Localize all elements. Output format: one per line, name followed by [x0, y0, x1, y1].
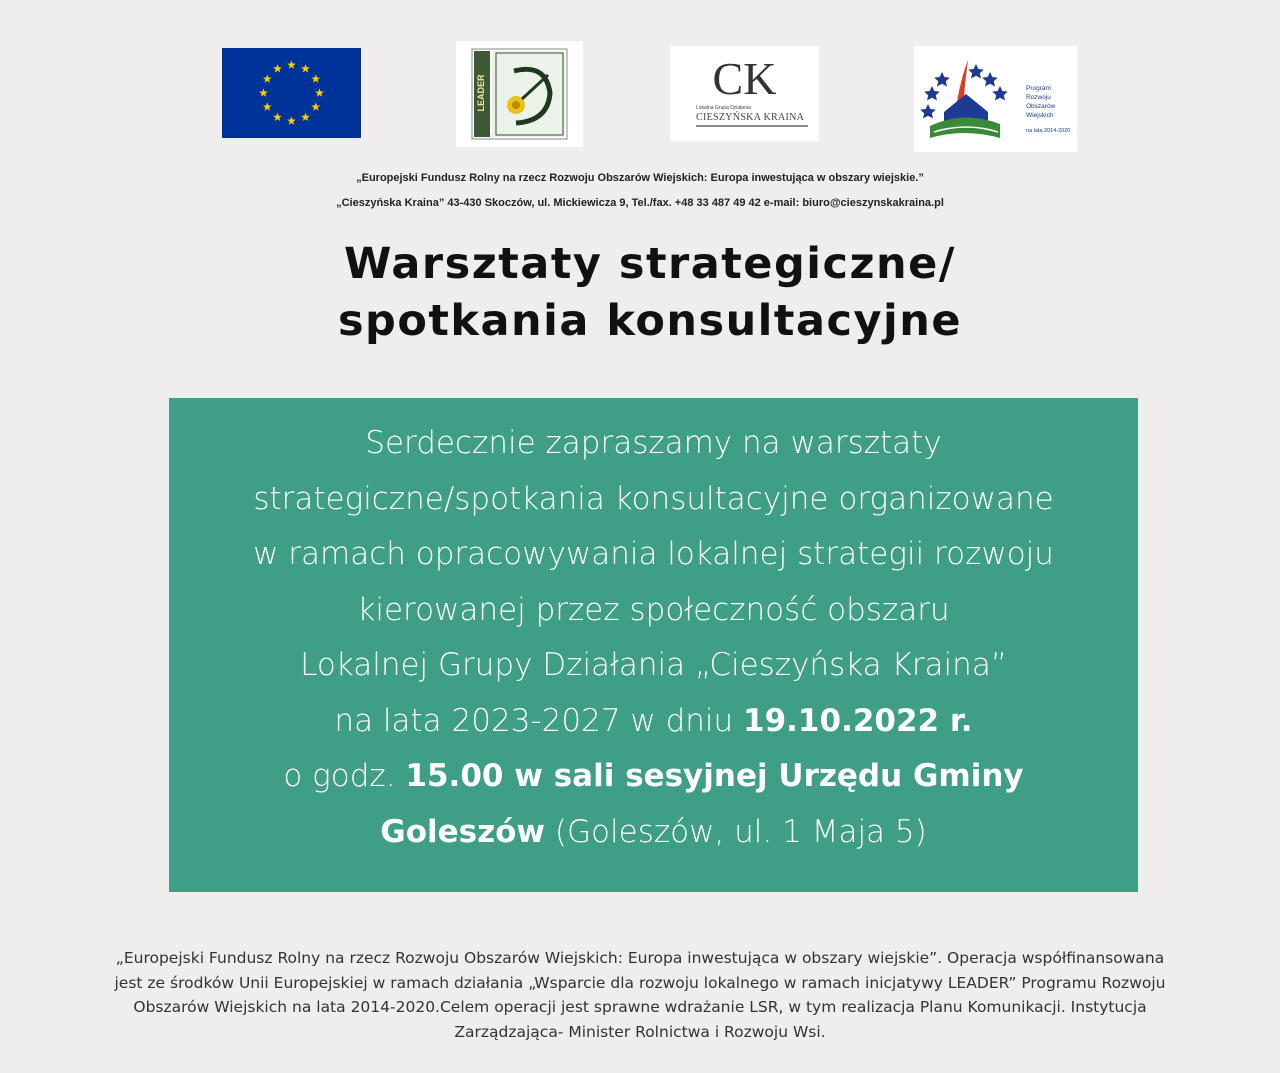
ck-logo-rule	[696, 125, 808, 127]
leader-logo	[456, 41, 583, 147]
ck-logo-subtitle: CIESZYŃSKA KRAINA	[696, 112, 805, 123]
footer-line-3: Obszarów Wiejskich na lata 2014-2020.Celem operacji jest sprawne wdrażanie LSR, w tym realizacja Planu Komunikacji. Instytucja	[133, 998, 1147, 1016]
footer-line-4: Zarządzająca- Minister Rolnictwa i Rozwoju Wsi.	[454, 1022, 826, 1041]
page-title-line-1: Warsztaty strategiczne/	[344, 239, 956, 289]
event-time-place: 15.00 w sali sesyjnej Urzędu Gminy	[405, 758, 1024, 794]
eu-star-icon	[301, 113, 310, 121]
eu-star-icon	[315, 88, 324, 96]
event-town: Goleszów	[380, 813, 546, 850]
prow-logo	[914, 46, 1077, 152]
eu-stars-icon	[222, 48, 361, 138]
invitation-line-2: strategiczne/spotkania konsultacyjne organizowane	[253, 480, 1054, 517]
invitation-line-6	[169, 694, 1138, 750]
leader-logo-text: LEADER	[476, 74, 486, 112]
eu-star-icon	[263, 102, 272, 110]
prow-logo-years: na lata 2014-2020	[1026, 128, 1071, 134]
invitation-box	[169, 398, 1138, 892]
eu-star-icon	[263, 74, 272, 82]
footer-disclaimer	[24, 946, 1256, 1044]
invitation-line-4: kierowanej przez społeczność obszaru	[357, 591, 950, 628]
eu-star-icon	[301, 64, 310, 72]
eu-star-icon	[259, 88, 268, 96]
prow-logo-line-1: Program	[1026, 85, 1051, 92]
invitation-line-7	[169, 749, 1138, 805]
prow-logo-line-3: Obszarów	[1026, 103, 1056, 110]
event-address: (Goleszów, ul. 1 Maja 5)	[545, 813, 927, 850]
header-contact-line: „Cieszyńska Kraina” 43-430 Skoczów, ul. Mickiewicza 9, Tel./fax. +48 33 487 49 42 e-mail: biuro@cieszynskakraina.pl	[336, 197, 944, 209]
eu-star-icon	[273, 64, 282, 72]
eu-star-icon	[311, 102, 320, 110]
event-date: 19.10.2022 r.	[743, 702, 973, 739]
invitation-line-7-text: o godz.	[283, 758, 406, 794]
leader-emblem-icon	[456, 41, 583, 147]
eu-flag-logo	[222, 48, 361, 138]
ck-logo-small-subtitle: Lokalna Grupa Działania	[696, 105, 751, 111]
footer-line-1: „Europejski Fundusz Rolny na rzecz Rozwoju Obszarów Wiejskich: Europa inwestująca w obszary wiejskie”. Operacja współfinansowana	[115, 949, 1165, 967]
prow-emblem-icon	[914, 46, 1077, 152]
page-title	[0, 236, 1280, 350]
eu-star-icon	[311, 74, 320, 82]
invitation-line-6-text: na lata 2023-2027 w dniu	[334, 702, 744, 739]
invitation-line-5: Lokalnej Grupy Działania „Cieszyńska Kraina”	[300, 647, 1007, 683]
prow-logo-line-4: Wiejskich	[1026, 112, 1054, 119]
eu-star-icon	[273, 113, 282, 121]
eu-star-icon	[287, 116, 296, 124]
invitation-text	[169, 416, 1138, 860]
invitation-line-1: Serdecznie zapraszamy na warsztaty	[365, 425, 942, 461]
ck-logo-letters: CK	[712, 53, 777, 104]
ck-logo	[670, 46, 819, 141]
header-fund-line: „Europejski Fundusz Rolny na rzecz Rozwoju Obszarów Wiejskich: Europa inwestująca w obszary wiejskie.”	[356, 172, 924, 184]
footer-line-2: jest ze środków Unii Europejskiej w ramach działania „Wsparcie dla rozwoju lokalnego w ramach inicjatywy LEADER” Programu Rozwoju	[114, 973, 1166, 992]
invitation-line-3: w ramach opracowywania lokalnej strategii rozwoju	[253, 536, 1054, 572]
eu-star-icon	[287, 60, 296, 68]
page-title-line-2: spotkania konsultacyjne	[337, 296, 963, 346]
prow-logo-line-2: Rozwoju	[1026, 94, 1051, 101]
invitation-line-8	[169, 805, 1138, 861]
